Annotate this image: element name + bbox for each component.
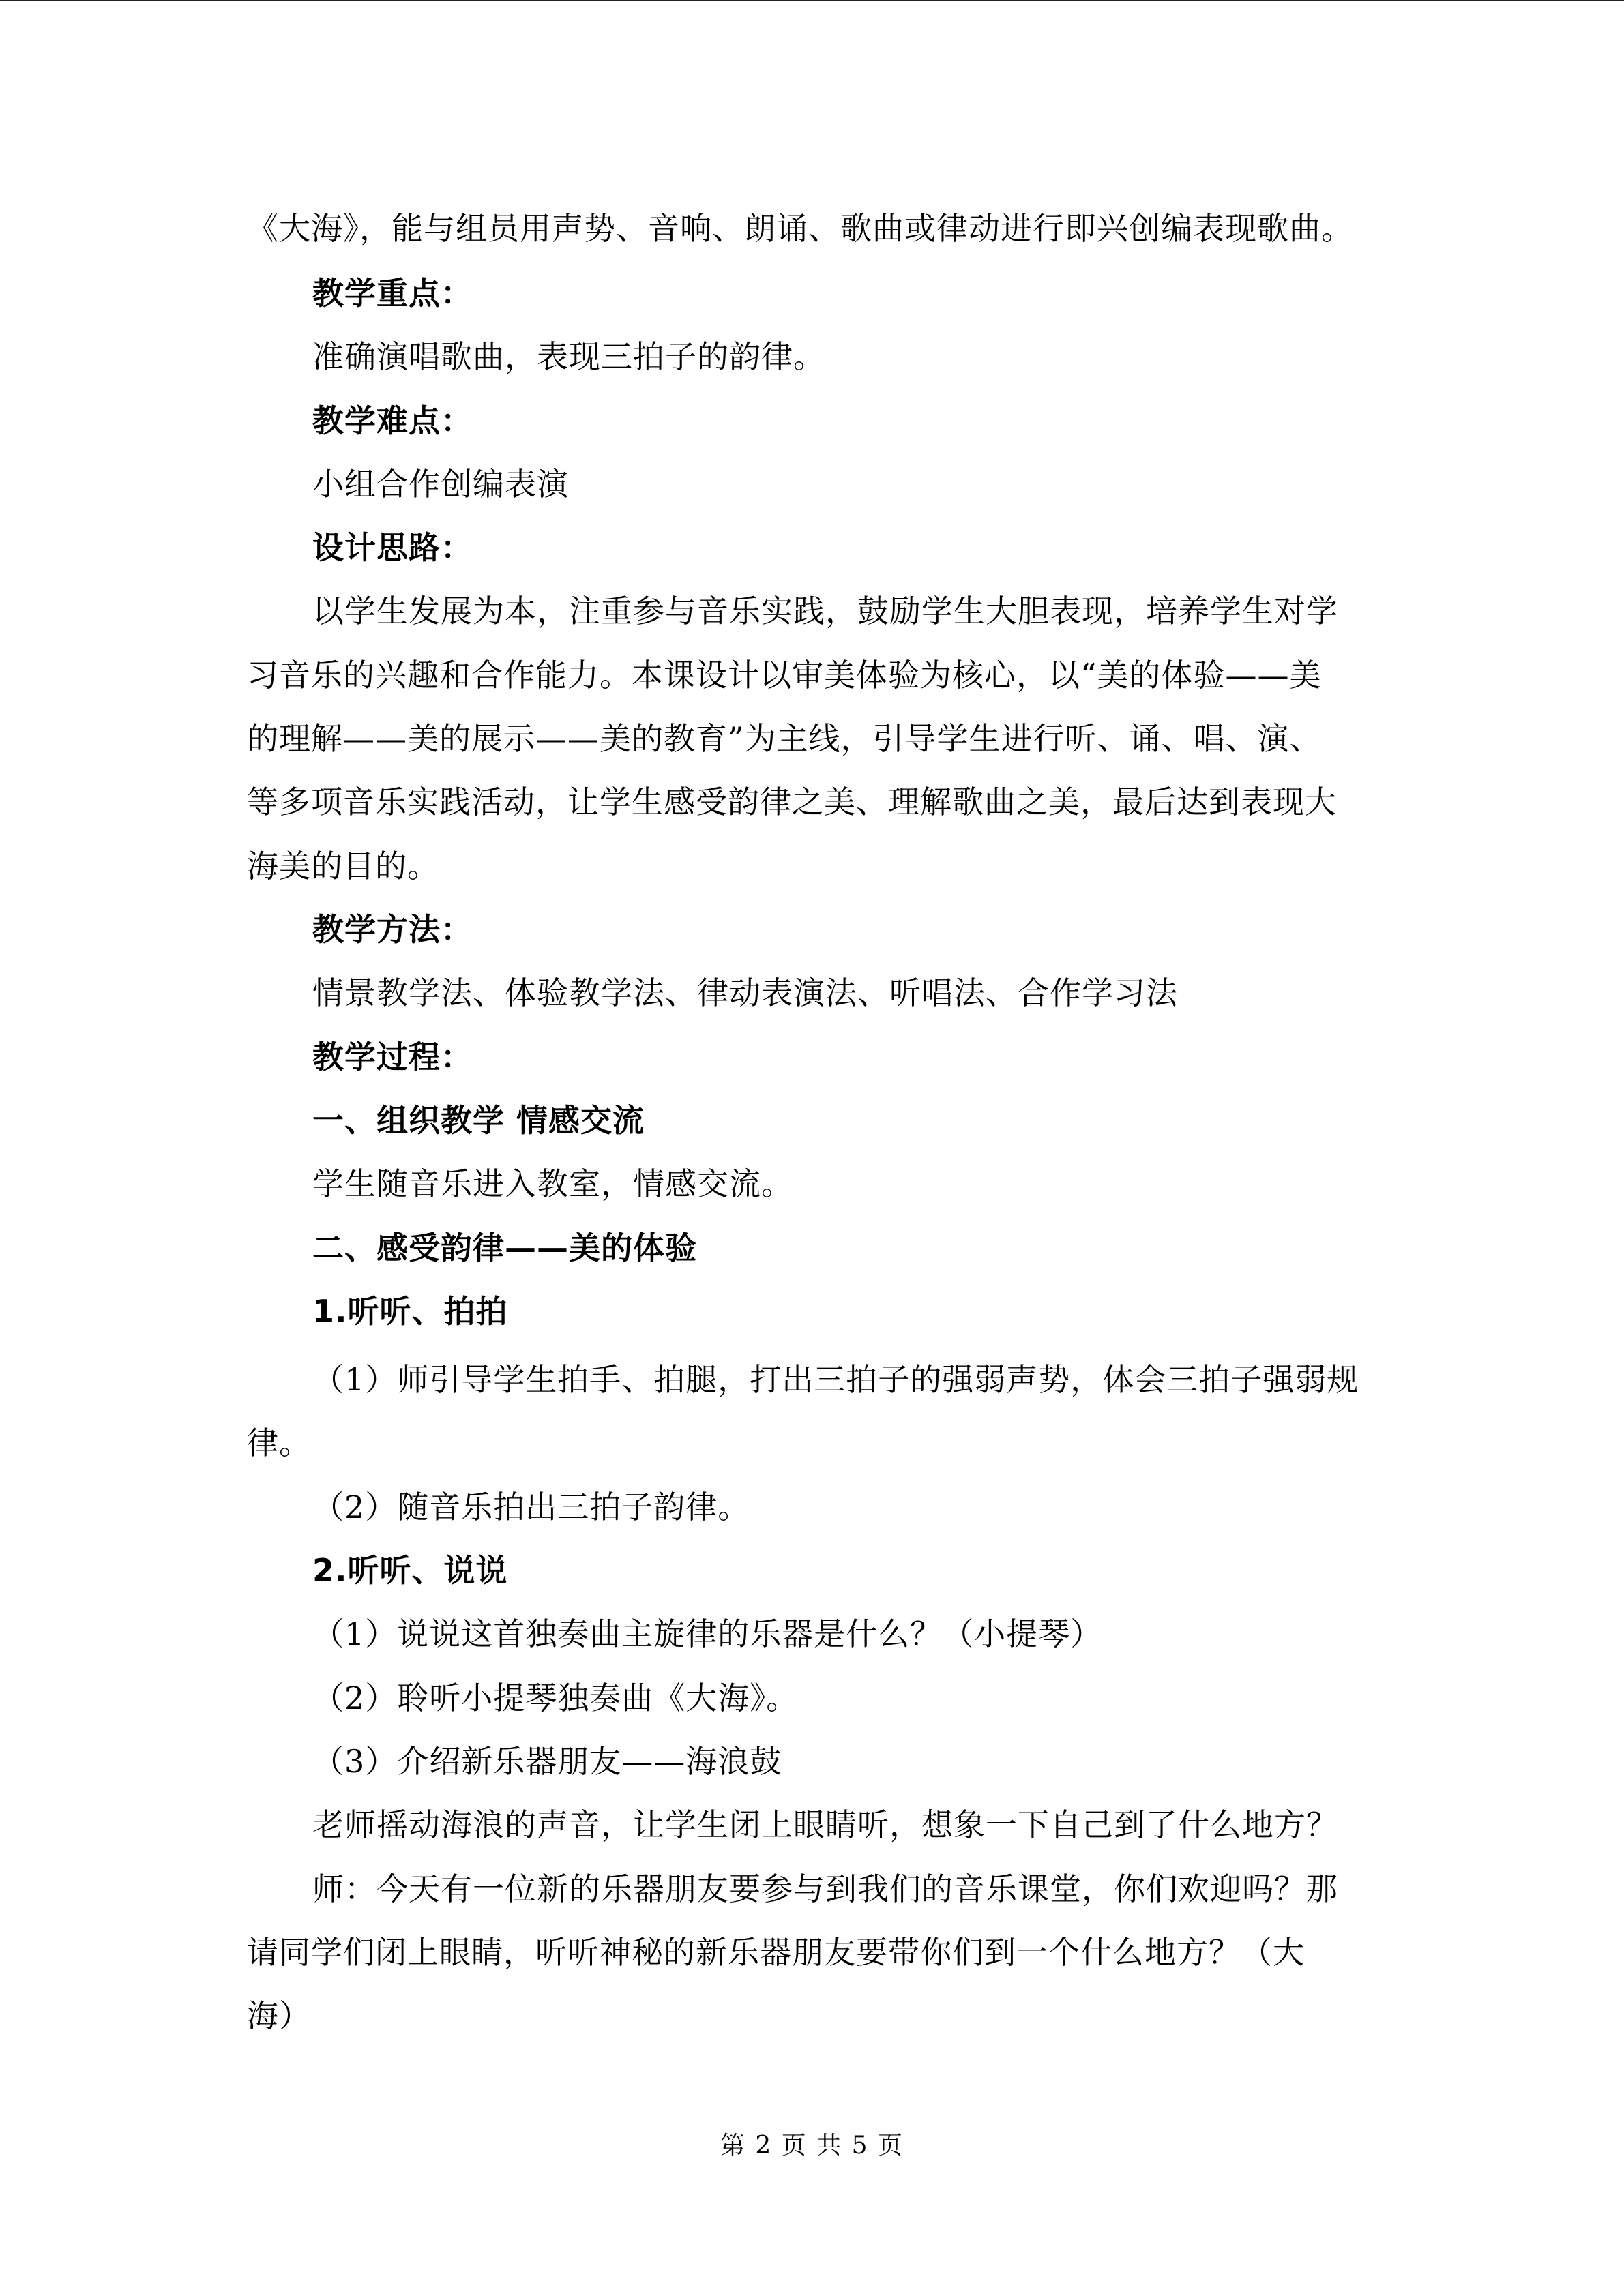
paragraph-line: 律。 — [247, 1425, 311, 1461]
paragraph-line: 以学生发展为本，注重参与音乐实践，鼓励学生大胆表现，培养学生对学 — [312, 593, 1338, 629]
section-heading-1: 一、组织教学 情感交流 — [312, 1102, 645, 1139]
paragraph-line: 海） — [247, 1997, 311, 2034]
paragraph-line: 学生随音乐进入教室，情感交流。 — [312, 1165, 793, 1202]
subsection-heading-1: 1.听听、拍拍 — [312, 1293, 508, 1330]
paragraph-line: 《大海》，能与组员用声势、音响、朗诵、歌曲或律动进行即兴创编表现歌曲。 — [247, 210, 1353, 247]
paragraph-line: 海美的目的。 — [247, 848, 439, 884]
heading-teaching-method: 教学方法： — [312, 911, 473, 948]
heading-teaching-focus: 教学重点： — [312, 275, 473, 312]
paragraph-line: （1）师引导学生拍手、拍腿，打出三拍子的强弱声势，体会三拍子强弱规 — [312, 1361, 1359, 1398]
paragraph-line: 请同学们闭上眼睛，听听神秘的新乐器朋友要带你们到一个什么地方？（大 — [247, 1934, 1305, 1971]
paragraph-line: 的理解——美的展示——美的教育”为主线，引导学生进行听、诵、唱、演、 — [247, 720, 1322, 757]
heading-design-idea: 设计思路： — [312, 529, 473, 566]
paragraph-line: 老师摇动海浪的声音，让学生闭上眼睛听，想象一下自己到了什么地方？ — [312, 1806, 1338, 1843]
paragraph-line: 小组合作创编表演 — [312, 466, 569, 503]
page-number-footer: 第 2 页 共 5 页 — [720, 2132, 904, 2160]
paragraph-line: 准确演唱歌曲，表现三拍子的韵律。 — [312, 338, 825, 375]
paragraph-line: 师：今天有一位新的乐器朋友要参与到我们的音乐课堂，你们欢迎吗？那 — [312, 1870, 1338, 1907]
paragraph-line: （2）随音乐拍出三拍子韵律。 — [312, 1489, 750, 1525]
heading-teaching-difficulty: 教学难点： — [312, 402, 473, 439]
paragraph-line: 等多项音乐实践活动，让学生感受韵律之美、理解歌曲之美，最后达到表现大 — [247, 784, 1337, 820]
paragraph-line: （3）介绍新乐器朋友——海浪鼓 — [312, 1743, 782, 1780]
subsection-heading-2: 2.听听、说说 — [312, 1552, 508, 1589]
section-heading-2: 二、感受韵律——美的体验 — [312, 1229, 697, 1266]
paragraph-line: 情景教学法、体验教学法、律动表演法、听唱法、合作学习法 — [312, 974, 1178, 1011]
heading-teaching-process: 教学过程： — [312, 1039, 473, 1075]
paragraph-line: （1）说说这首独奏曲主旋律的乐器是什么？（小提琴） — [312, 1615, 1103, 1652]
paragraph-line: 习音乐的兴趣和合作能力。本课设计以审美体验为核心，以“美的体验——美 — [247, 657, 1322, 694]
paragraph-line: （2）聆听小提琴独奏曲《大海》。 — [312, 1680, 799, 1716]
